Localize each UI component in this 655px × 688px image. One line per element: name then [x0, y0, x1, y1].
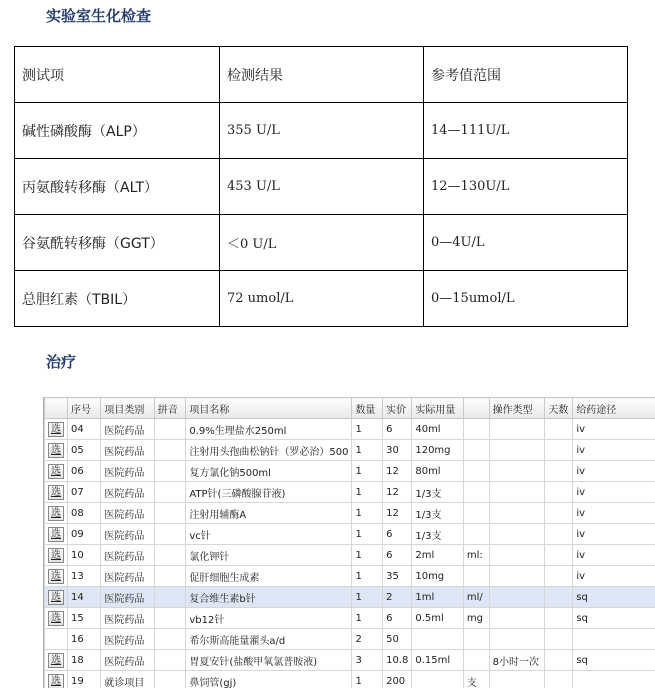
cell-days	[545, 419, 573, 440]
cell-price: 2	[383, 587, 412, 608]
cell-index: 04	[68, 419, 101, 440]
table-row[interactable]	[45, 503, 655, 524]
cell-unit	[463, 650, 489, 671]
cell-item-name: 胃夏安针(盐酸甲氧氯普胺液)	[186, 650, 352, 671]
cell-price: 12	[383, 461, 412, 482]
cell-route: iv	[573, 545, 655, 566]
cell-dosage: 40ml	[412, 419, 464, 440]
cell-index: 14	[68, 587, 101, 608]
cell-item-name: vc针	[186, 524, 352, 545]
column-header-unit[interactable]	[463, 398, 489, 419]
cell-category: 医院药品	[101, 461, 154, 482]
select-cell	[45, 524, 68, 545]
lab-test-result: 453 U/L	[220, 159, 424, 215]
cell-category: 医院药品	[101, 503, 154, 524]
column-header-select-col[interactable]	[45, 398, 68, 419]
select-cell	[45, 650, 68, 671]
lab-test-reference: 0—4U/L	[424, 215, 628, 271]
cell-price: 6	[383, 524, 412, 545]
cell-quantity: 1	[352, 482, 383, 503]
cell-dosage	[412, 671, 464, 688]
cell-pinyin	[154, 671, 186, 688]
cell-operation-type	[489, 419, 545, 440]
cell-route: sq	[573, 587, 655, 608]
cell-category: 医院药品	[101, 482, 154, 503]
cell-days	[545, 461, 573, 482]
lab-header-test-item: 测试项	[15, 47, 220, 103]
select-button[interactable]: 选	[48, 506, 64, 521]
select-button[interactable]: 选	[48, 590, 64, 605]
select-cell	[45, 629, 68, 650]
lab-row-tbil	[15, 271, 628, 327]
cell-index: 08	[68, 503, 101, 524]
lab-test-reference: 14—111U/L	[424, 103, 628, 159]
lab-test-result: ＜0 U/L	[220, 215, 424, 271]
cell-dosage: 1/3支	[412, 503, 464, 524]
cell-route: iv	[573, 419, 655, 440]
lab-test-result: 72 umol/L	[220, 271, 424, 327]
cell-days	[545, 524, 573, 545]
column-header-route[interactable]: 给药途径	[573, 398, 655, 419]
table-row[interactable]	[45, 650, 655, 671]
select-cell	[45, 587, 68, 608]
cell-item-name: 促肝细胞生成素	[186, 566, 352, 587]
select-button[interactable]: 选	[48, 611, 64, 626]
cell-operation-type	[489, 461, 545, 482]
cell-index: 05	[68, 440, 101, 461]
cell-days	[545, 650, 573, 671]
lab-header-result: 检测结果	[220, 47, 424, 103]
lab-results-table	[14, 46, 628, 327]
cell-dosage: 10mg	[412, 566, 464, 587]
cell-price: 35	[383, 566, 412, 587]
table-row[interactable]	[45, 566, 655, 587]
cell-operation-type	[489, 629, 545, 650]
select-cell	[45, 482, 68, 503]
cell-quantity: 1	[352, 545, 383, 566]
cell-operation-type	[489, 482, 545, 503]
cell-pinyin	[154, 482, 186, 503]
select-button[interactable]: 选	[48, 422, 64, 437]
lab-section-heading: 实验室生化检查	[46, 7, 152, 25]
cell-index: 10	[68, 545, 101, 566]
cell-item-name: 复方氯化钠500ml	[186, 461, 352, 482]
column-header-dosage[interactable]: 实际用量	[412, 398, 464, 419]
select-cell	[45, 608, 68, 629]
cell-quantity: 1	[352, 524, 383, 545]
cell-item-name: 复合维生素b针	[186, 587, 352, 608]
treatment-grid	[43, 397, 655, 688]
column-header-price[interactable]: 实价	[383, 398, 412, 419]
cell-operation-type	[489, 566, 545, 587]
cell-item-name: 鼻饲管(gj)	[186, 671, 352, 688]
lab-row-alp	[15, 103, 628, 159]
cell-route: sq	[573, 608, 655, 629]
select-button[interactable]: 选	[48, 485, 64, 500]
table-row[interactable]	[45, 608, 655, 629]
cell-pinyin	[154, 608, 186, 629]
lab-row-alt	[15, 159, 628, 215]
cell-item-name: 注射用辅酶A	[186, 503, 352, 524]
cell-dosage: 0.15ml	[412, 650, 464, 671]
cell-price: 6	[383, 608, 412, 629]
cell-unit	[463, 566, 489, 587]
lab-header-reference: 参考值范围	[424, 47, 628, 103]
cell-days	[545, 608, 573, 629]
cell-unit: mg	[463, 608, 489, 629]
select-cell	[45, 566, 68, 587]
cell-price: 30	[383, 440, 412, 461]
select-button[interactable]: 选	[48, 548, 64, 563]
select-button[interactable]: 选	[48, 527, 64, 542]
column-header-quantity[interactable]: 数量	[352, 398, 383, 419]
cell-category: 医院药品	[101, 566, 154, 587]
column-header-index[interactable]: 序号	[68, 398, 101, 419]
column-header-pinyin[interactable]: 拼音	[154, 398, 186, 419]
cell-dosage: 1ml	[412, 587, 464, 608]
column-header-operation-type[interactable]: 操作类型	[489, 398, 545, 419]
cell-dosage: 1/3支	[412, 524, 464, 545]
cell-quantity: 1	[352, 587, 383, 608]
select-button[interactable]: 选	[48, 443, 64, 458]
column-header-days[interactable]: 天数	[545, 398, 573, 419]
cell-operation-type	[489, 671, 545, 688]
select-cell	[45, 671, 68, 688]
cell-dosage: 2ml	[412, 545, 464, 566]
cell-price: 6	[383, 545, 412, 566]
cell-pinyin	[154, 650, 186, 671]
cell-index: 06	[68, 461, 101, 482]
cell-quantity: 1	[352, 503, 383, 524]
cell-operation-type	[489, 608, 545, 629]
lab-test-name: 谷氨酰转移酶（GGT）	[15, 215, 220, 271]
cell-item-name: ATP针(三磷酸腺苷液)	[186, 482, 352, 503]
lab-test-reference: 12—130U/L	[424, 159, 628, 215]
cell-item-name: 氯化钾针	[186, 545, 352, 566]
lab-test-result: 355 U/L	[220, 103, 424, 159]
cell-operation-type	[489, 545, 545, 566]
cell-days	[545, 671, 573, 688]
cell-operation-type	[489, 587, 545, 608]
cell-quantity: 1	[352, 608, 383, 629]
cell-category: 就诊项目	[101, 671, 154, 688]
cell-dosage: 80ml	[412, 461, 464, 482]
cell-dosage	[412, 629, 464, 650]
cell-pinyin	[154, 503, 186, 524]
cell-category: 医院药品	[101, 608, 154, 629]
cell-pinyin	[154, 629, 186, 650]
treatment-section-heading: 治疗	[46, 353, 77, 371]
cell-quantity: 2	[352, 629, 383, 650]
table-row[interactable]	[45, 545, 655, 566]
cell-unit	[463, 482, 489, 503]
select-button[interactable]: 选	[48, 569, 64, 584]
cell-quantity: 1	[352, 671, 383, 688]
cell-pinyin	[154, 524, 186, 545]
cell-route: iv	[573, 461, 655, 482]
select-cell	[45, 461, 68, 482]
cell-unit	[463, 419, 489, 440]
cell-category: 医院药品	[101, 587, 154, 608]
lab-test-name: 总胆红素（TBIL）	[15, 271, 220, 327]
cell-index: 16	[68, 629, 101, 650]
cell-index: 18	[68, 650, 101, 671]
cell-pinyin	[154, 545, 186, 566]
table-row[interactable]	[45, 587, 655, 608]
cell-quantity: 3	[352, 650, 383, 671]
cell-days	[545, 629, 573, 650]
cell-unit: ml/	[463, 587, 489, 608]
cell-days	[545, 503, 573, 524]
table-row[interactable]	[45, 524, 655, 545]
cell-unit: ml:	[463, 545, 489, 566]
cell-pinyin	[154, 461, 186, 482]
cell-item-name: vb12针	[186, 608, 352, 629]
cell-days	[545, 440, 573, 461]
cell-unit: 支	[463, 671, 489, 688]
cell-unit	[463, 524, 489, 545]
select-cell	[45, 503, 68, 524]
cell-unit	[463, 461, 489, 482]
cell-price: 6	[383, 419, 412, 440]
cell-operation-type	[489, 524, 545, 545]
select-cell	[45, 440, 68, 461]
select-button[interactable]: 选	[48, 464, 64, 479]
lab-test-name: 丙氨酸转移酶（ALT）	[15, 159, 220, 215]
cell-index: 19	[68, 671, 101, 688]
cell-unit	[463, 503, 489, 524]
lab-row-ggt	[15, 215, 628, 271]
cell-price: 50	[383, 629, 412, 650]
cell-quantity: 1	[352, 419, 383, 440]
cell-category: 医院药品	[101, 545, 154, 566]
cell-route	[573, 671, 655, 688]
cell-route: iv	[573, 566, 655, 587]
cell-price: 12	[383, 482, 412, 503]
lab-table-header	[15, 47, 628, 103]
cell-route	[573, 629, 655, 650]
cell-category: 医院药品	[101, 650, 154, 671]
treatment-grid-body	[45, 419, 655, 688]
cell-index: 13	[68, 566, 101, 587]
cell-route: sq	[573, 650, 655, 671]
cell-quantity: 1	[352, 566, 383, 587]
cell-unit	[463, 629, 489, 650]
cell-price: 10.8	[383, 650, 412, 671]
cell-index: 09	[68, 524, 101, 545]
cell-category: 医院药品	[101, 419, 154, 440]
treatment-table	[44, 397, 655, 688]
cell-quantity: 1	[352, 461, 383, 482]
cell-operation-type	[489, 440, 545, 461]
lab-test-reference: 0—15umol/L	[424, 271, 628, 327]
select-cell	[45, 545, 68, 566]
cell-operation-type: 8小时一次	[489, 650, 545, 671]
table-row[interactable]	[45, 629, 655, 650]
cell-category: 医院药品	[101, 440, 154, 461]
column-header-category[interactable]: 项目类别	[101, 398, 154, 419]
cell-index: 15	[68, 608, 101, 629]
cell-item-name: 注射用头孢曲松钠针（罗必治）500	[186, 440, 352, 461]
table-row[interactable]	[45, 440, 655, 461]
cell-route: iv	[573, 440, 655, 461]
cell-pinyin	[154, 587, 186, 608]
cell-item-name: 希尔斯高能量濯头a/d	[186, 629, 352, 650]
cell-pinyin	[154, 440, 186, 461]
table-row[interactable]	[45, 419, 655, 440]
cell-dosage: 0.5ml	[412, 608, 464, 629]
cell-price: 200	[383, 671, 412, 688]
cell-days	[545, 545, 573, 566]
treatment-grid-header	[45, 398, 655, 419]
cell-category: 医院药品	[101, 629, 154, 650]
cell-price: 12	[383, 503, 412, 524]
table-row[interactable]	[45, 482, 655, 503]
cell-operation-type	[489, 503, 545, 524]
cell-pinyin	[154, 566, 186, 587]
lab-test-name: 碱性磷酸酶（ALP）	[15, 103, 220, 159]
table-row[interactable]	[45, 671, 655, 688]
select-button[interactable]: 选	[48, 653, 64, 668]
cell-unit	[463, 440, 489, 461]
cell-route: iv	[573, 503, 655, 524]
cell-days	[545, 566, 573, 587]
cell-quantity: 1	[352, 440, 383, 461]
cell-category: 医院药品	[101, 524, 154, 545]
cell-days	[545, 482, 573, 503]
cell-index: 07	[68, 482, 101, 503]
table-row[interactable]	[45, 461, 655, 482]
cell-days	[545, 587, 573, 608]
select-cell	[45, 419, 68, 440]
cell-dosage: 120mg	[412, 440, 464, 461]
cell-route: iv	[573, 524, 655, 545]
cell-pinyin	[154, 419, 186, 440]
cell-route: iv	[573, 482, 655, 503]
column-header-item-name[interactable]: 项目名称	[186, 398, 352, 419]
cell-item-name: 0.9%生理盐水250ml	[186, 419, 352, 440]
select-button[interactable]: 选	[48, 674, 64, 688]
cell-dosage: 1/3支	[412, 482, 464, 503]
